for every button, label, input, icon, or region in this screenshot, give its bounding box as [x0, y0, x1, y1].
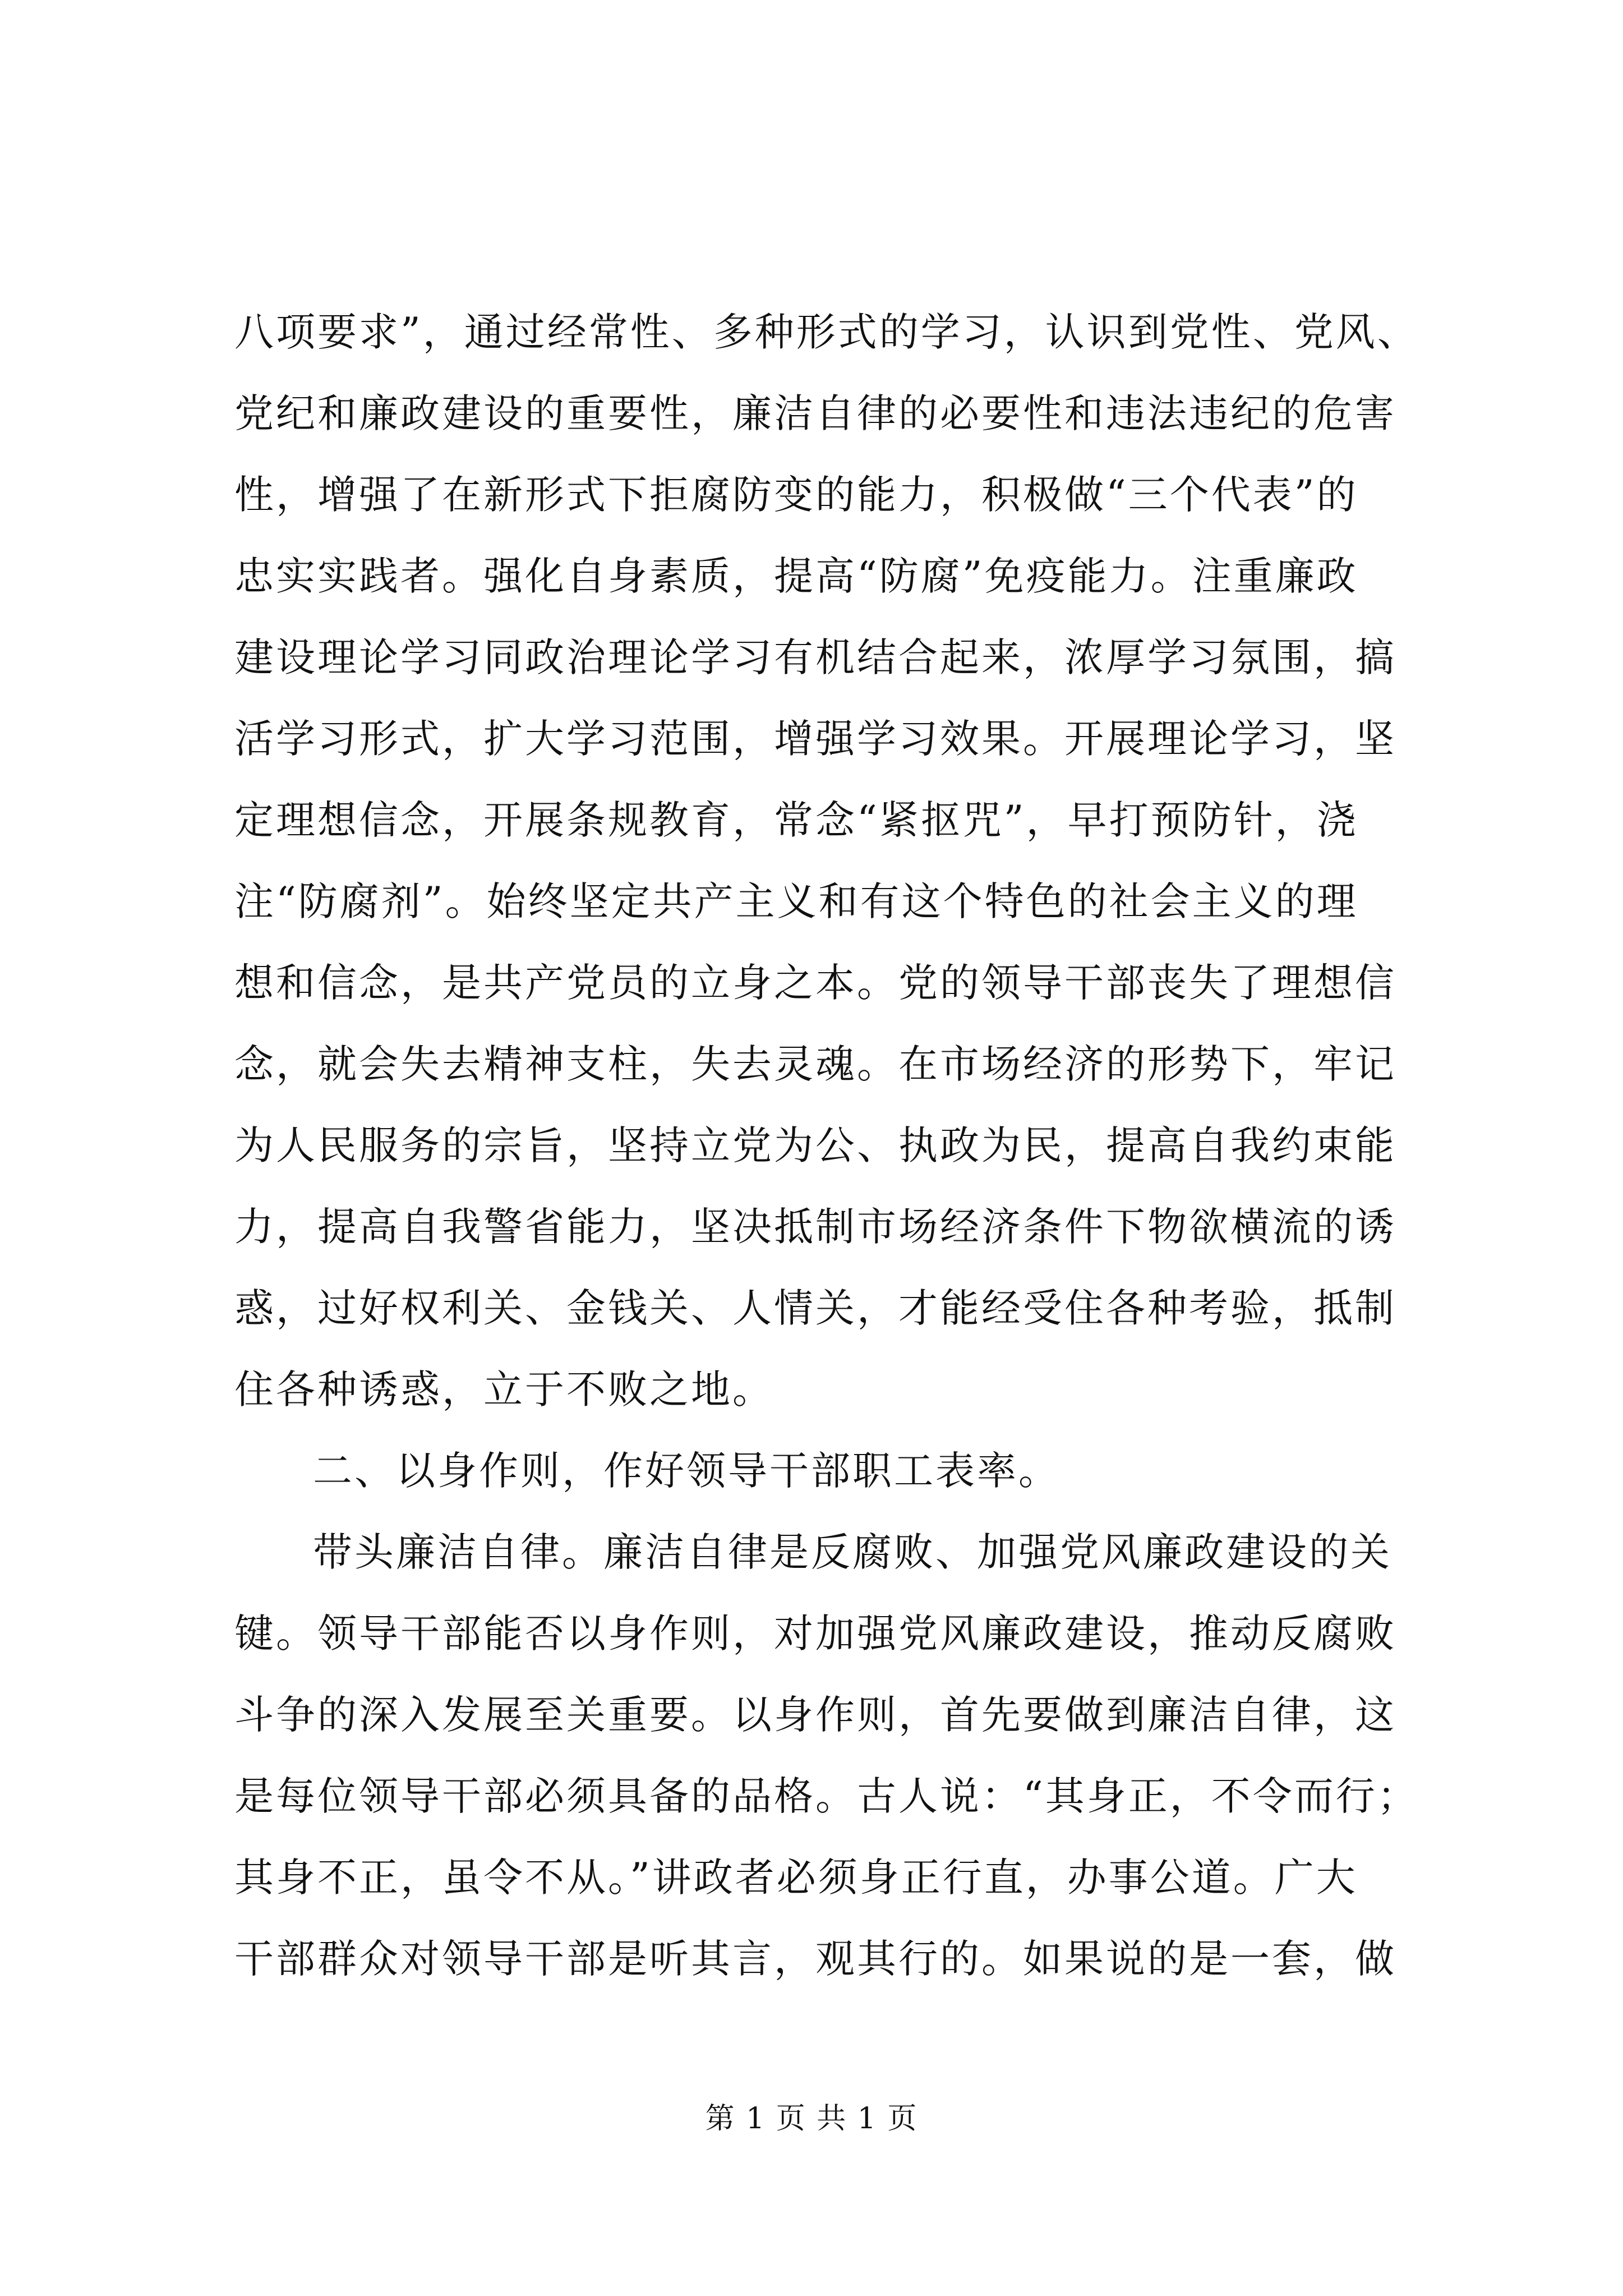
text-line: 住各种诱惑，立于不败之地。: [234, 1366, 774, 1412]
text-line: 念，就会失去精神支柱，失去灵魂。在市场经济的形势下，牢记: [234, 1041, 1396, 1087]
text-line: 活学习形式，扩大学习范围，增强学习效果。开展理论学习，坚: [234, 716, 1396, 762]
paragraph-first-line: 带头廉洁自律。廉洁自律是反腐败、加强党风廉政建设的关: [313, 1529, 1392, 1575]
page-footer: 第 1 页 共 1 页: [705, 2102, 918, 2136]
text-line: 其身不正，虽令不从。”讲政者必须身正行直，办事公道。广大: [234, 1855, 1358, 1901]
text-line: 干部群众对领导干部是听其言，观其行的。如果说的是一套，做: [234, 1936, 1396, 1982]
text-line: 性，增强了在新形式下拒腐防变的能力，积极做“三个代表”的: [234, 472, 1358, 518]
text-line: 定理想信念，开展条规教育，常念“紧抠咒”，早打预防针，浇: [234, 797, 1358, 843]
text-line: 为人民服务的宗旨，坚持立党为公、执政为民，提高自我约束能: [234, 1122, 1396, 1168]
text-line: 党纪和廉政建设的重要性，廉洁自律的必要性和违法违纪的危害: [234, 390, 1396, 436]
text-line: 想和信念，是共产党员的立身之本。党的领导干部丧失了理想信: [234, 960, 1396, 1006]
text-line: 斗争的深入发展至关重要。以身作则，首先要做到廉洁自律，这: [234, 1692, 1396, 1738]
text-line: 惑，过好权利关、金钱关、人情关，才能经受住各种考验，抵制: [234, 1285, 1396, 1331]
body-text: [234, 292, 1418, 2000]
text-line: 键。领导干部能否以身作则，对加强党风廉政建设，推动反腐败: [234, 1611, 1396, 1657]
text-line: 注“防腐剂”。始终坚定共产主义和有这个特色的社会主义的理: [234, 878, 1358, 924]
text-line: 建设理论学习同政治理论学习有机结合起来，浓厚学习氛围，搞: [234, 634, 1396, 680]
section-heading: 二、以身作则，作好领导干部职工表率。: [313, 1448, 1060, 1494]
text-line: 力，提高自我警省能力，坚决抵制市场经济条件下物欲横流的诱: [234, 1204, 1396, 1250]
text-line: 是每位领导干部必须具备的品格。古人说：“其身正，不令而行；: [234, 1773, 1419, 1819]
text-line: 忠实实践者。强化自身素质，提高“防腐”免疫能力。注重廉政: [234, 553, 1358, 599]
text-line: 八项要求”，通过经常性、多种形式的学习，认识到党性、党风、: [234, 309, 1419, 355]
